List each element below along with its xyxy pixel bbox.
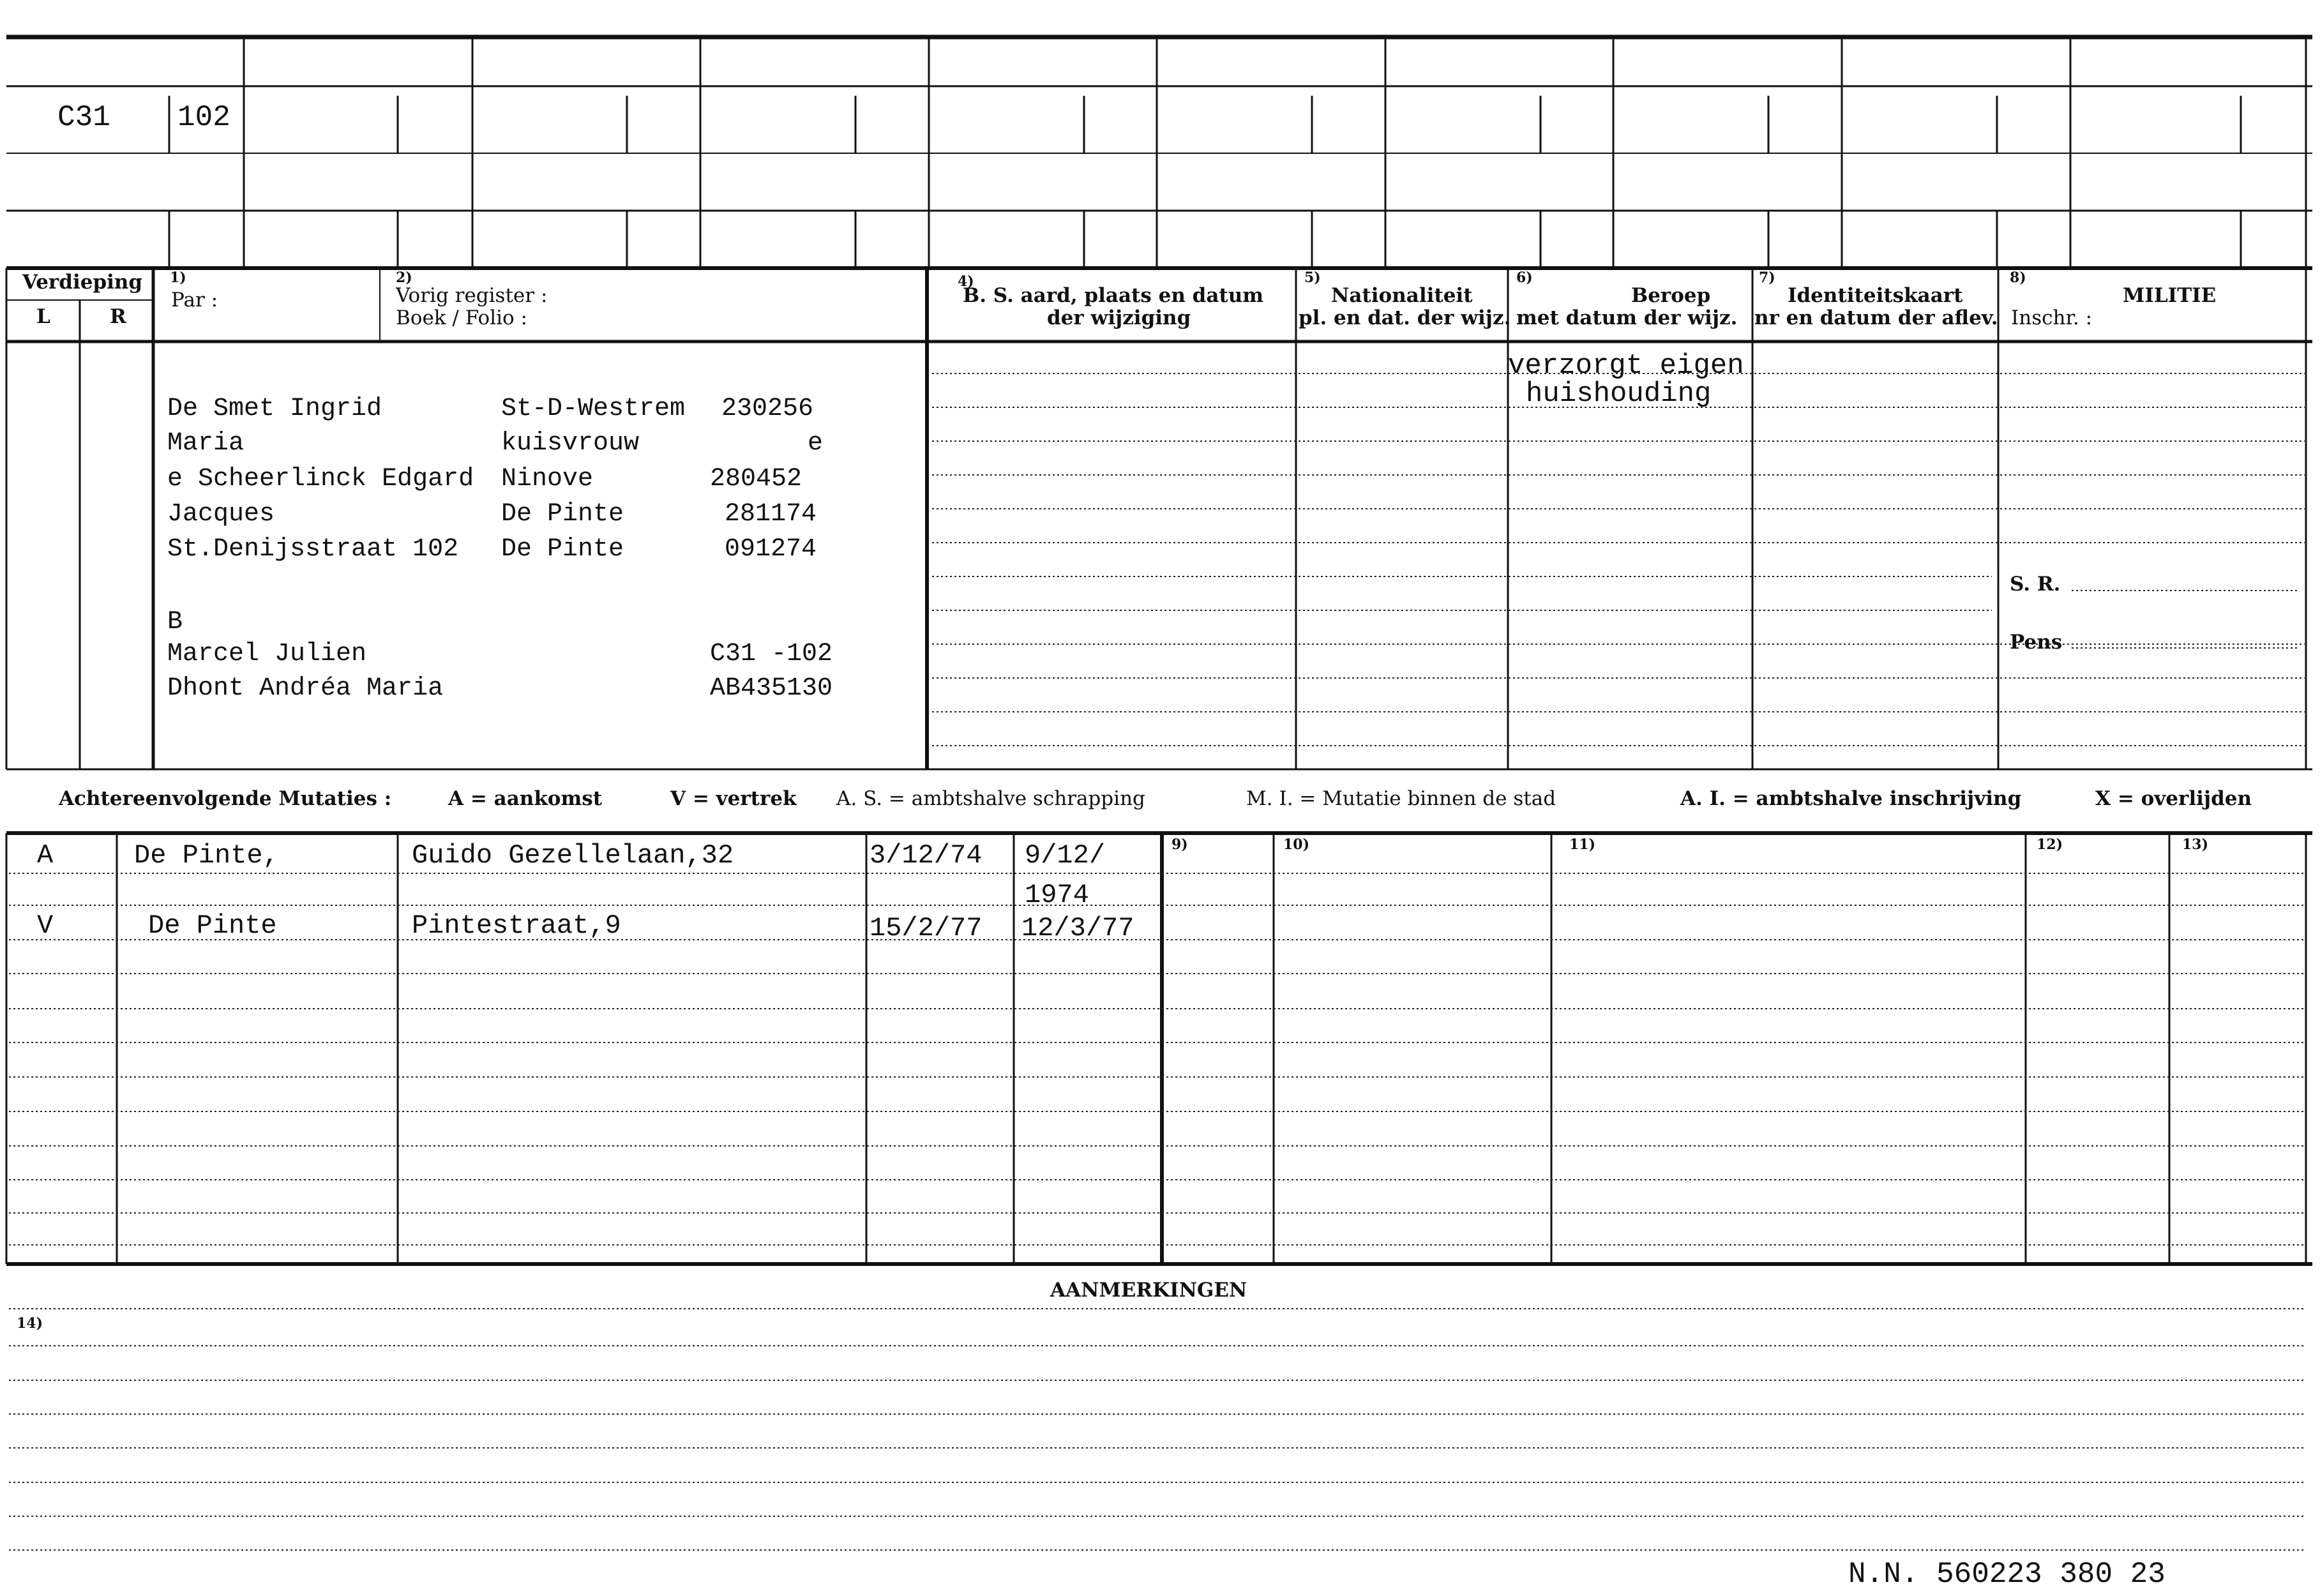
legend-departure: V = vertrek: [670, 787, 797, 810]
pens-label: Pens: [2010, 631, 2063, 654]
legend-death: X = overlijden: [2095, 787, 2252, 810]
person-line-3-c: 280452: [710, 465, 802, 493]
col2-number: 2): [396, 269, 412, 286]
mut-col13-number: 13): [2182, 836, 2209, 853]
id-card-header-line2: nr en datum der aflev.: [1754, 306, 1998, 329]
person-b-label: B: [167, 608, 183, 636]
col6-number: 6): [1516, 269, 1533, 286]
vorig-register-label: Vorig register :: [396, 284, 548, 307]
person-line-1-b: St-D-Westrem: [501, 395, 686, 423]
col7-number: 7): [1759, 269, 1775, 286]
mutation-type: A: [37, 840, 54, 871]
legend-as: A. S. = ambtshalve schrapping: [836, 787, 1145, 810]
person-line-4-b: De Pinte: [501, 500, 624, 529]
person-line-2-b: kuisvrouw: [501, 429, 640, 458]
col8-number: 8): [2010, 269, 2026, 286]
militia-header: MILITIE: [2123, 284, 2217, 307]
person-line-1-a: De Smet Ingrid: [167, 395, 382, 423]
person-line-4-a: Jacques: [167, 500, 275, 529]
bs-header-line1: B. S. aard, plaats en datum: [963, 284, 1264, 307]
legend-ai: A. I. = ambtshalve inschrijving: [1680, 787, 2022, 810]
person-b-line-1-c: C31 -102: [710, 640, 833, 668]
mutation-date-2-year: 1974: [1025, 880, 1089, 910]
mutation-date-1: 15/2/77: [870, 913, 983, 944]
col5-number: 5): [1304, 269, 1321, 286]
par-label: Par :: [171, 289, 218, 312]
mutation-type: V: [37, 910, 54, 941]
mutation-date-2: 9/12/: [1025, 840, 1106, 871]
sr-label: S. R.: [2010, 573, 2061, 596]
mutation-street: Guido Gezellelaan,32: [412, 840, 734, 871]
person-line-1-c: 230256: [721, 395, 814, 423]
left-label: L: [36, 305, 50, 328]
profession-entry-line1: verzorgt eigen: [1508, 350, 1744, 382]
mutation-place: De Pinte,: [134, 840, 279, 871]
legend-arrival: A = aankomst: [448, 787, 603, 810]
person-line-5-a: St.Denijsstraat 102: [167, 535, 459, 564]
legend-mi: M. I. = Mutatie binnen de stad: [1246, 787, 1556, 810]
right-label: R: [110, 305, 126, 328]
mut-col11-number: 11): [1569, 836, 1596, 853]
bs-header-line2: der wijziging: [1047, 306, 1191, 329]
mutation-place: De Pinte: [148, 910, 277, 941]
col1-number: 1): [170, 269, 186, 286]
person-line-2-a: Maria: [167, 429, 245, 458]
person-line-4-c: 281174: [725, 500, 817, 529]
person-b-line-2-a: Dhont Andréa Maria: [167, 674, 444, 703]
remarks-title: AANMERKINGEN: [1050, 1279, 1247, 1302]
section-code: C31: [57, 101, 110, 134]
id-card-header-line1: Identiteitskaart: [1788, 284, 1963, 307]
remarks-number: 14): [17, 1315, 43, 1332]
verdieping-label: Verdieping: [22, 271, 143, 294]
mutation-street: Pintestraat,9: [412, 910, 621, 941]
mut-col12-number: 12): [2037, 836, 2063, 853]
person-line-2-c: e: [808, 429, 824, 458]
boek-folio-label: Boek / Folio :: [396, 306, 527, 329]
person-line-5-b: De Pinte: [501, 535, 624, 564]
person-b-line-1-a: Marcel Julien: [167, 640, 367, 668]
profession-entry-line2: huishouding: [1526, 378, 1712, 410]
inschr-label: Inschr. :: [2011, 306, 2093, 329]
mut-col9-number: 9): [1171, 836, 1188, 853]
profession-header-line2: met datum der wijz.: [1516, 306, 1738, 329]
mutation-date-2: 12/3/77: [1021, 913, 1134, 944]
mutations-label: Achtereenvolgende Mutaties :: [59, 787, 392, 810]
profession-header-line1: Beroep: [1631, 284, 1711, 307]
person-line-3-a: e Scheerlinck Edgard: [167, 465, 474, 493]
mut-col10-number: 10): [1283, 836, 1310, 853]
house-number: 102: [177, 101, 230, 134]
person-line-3-b: Ninove: [501, 465, 594, 493]
col4-number: 4): [958, 273, 974, 290]
national-number: N.N. 560223 380 23: [1848, 1558, 2166, 1591]
person-b-line-2-c: AB435130: [710, 674, 833, 703]
person-line-5-c: 091274: [725, 535, 817, 564]
nationality-header-line2: pl. en dat. der wijz.: [1299, 306, 1511, 329]
mutation-date-1: 3/12/74: [870, 840, 983, 871]
nationality-header-line1: Nationaliteit: [1331, 284, 1473, 307]
